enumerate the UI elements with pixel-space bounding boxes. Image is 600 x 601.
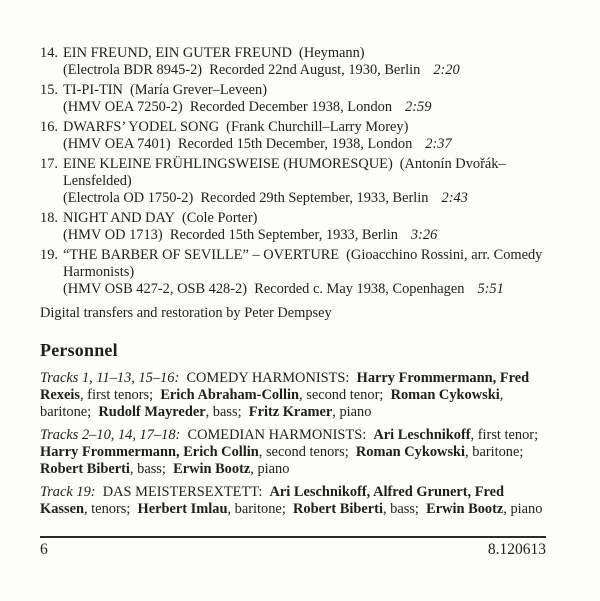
personnel-paragraph-comedy-harmonists: [40, 370, 546, 421]
track-list: [40, 45, 546, 298]
track-duration: 3:26: [410, 227, 438, 243]
track-title: DWARFS’ YODEL SONG: [63, 119, 220, 135]
member-role: , baritone;: [227, 501, 294, 517]
personnel-group-name: COMEDY HARMONISTS:: [179, 370, 357, 386]
track-title: NIGHT AND DAY: [63, 210, 175, 226]
track-number: 18.: [40, 210, 58, 226]
track-title: “THE BARBER OF SEVILLE” – OVERTURE: [63, 247, 340, 263]
member-role: , bass;: [382, 501, 427, 517]
member-role: , piano: [332, 404, 372, 420]
personnel-heading: Personnel: [40, 340, 118, 360]
track-duration: 5:51: [477, 281, 504, 297]
page-footer: [40, 536, 546, 558]
member-role: , second tenors;: [258, 444, 356, 460]
track-recording-detail: (Electrola BDR 8945-2) Recorded 22nd August, 1930, Berlin: [63, 62, 421, 78]
personnel-tracks-ref: Tracks 2–10, 14, 17–18:: [40, 427, 181, 443]
personnel-paragraph-meistersextett: [40, 484, 546, 518]
member-name: Harry Frommermann, Erich Collin: [40, 444, 259, 460]
track-item-14: [40, 45, 546, 79]
track-recording-detail: (HMV OEA 7250-2) Recorded December 1938, London: [63, 99, 393, 115]
member-name: Harry Frommermann, Fred Rexeis: [40, 370, 533, 403]
track-item-15: [40, 82, 546, 116]
transfer-credit: Digital transfers and restoration by Peter Dempsey: [40, 305, 332, 321]
track-title: TI-PI-TIN: [63, 82, 123, 98]
track-recording-detail: (HMV OD 1713) Recorded 15th September, 1933, Berlin: [63, 227, 398, 243]
track-recording-detail: (HMV OEA 7401) Recorded 15th December, 1938, London: [63, 136, 413, 152]
personnel-tracks-ref: Tracks 1, 11–13, 15–16:: [40, 370, 180, 386]
personnel-paragraph-comedian-harmonists: [40, 427, 546, 478]
track-composer: (Frank Churchill–Larry Morey): [226, 119, 409, 135]
track-recording-detail: (HMV OSB 427-2, OSB 428-2) Recorded c. May 1938, Copenhagen: [63, 281, 465, 297]
member-role: , piano: [250, 461, 290, 477]
track-composer: (María Grever–Leveen): [129, 82, 267, 98]
personnel-group-name: DAS MEISTERSEXTETT:: [95, 484, 270, 500]
track-duration: 2:43: [441, 190, 468, 206]
member-role: , first tenor;: [470, 427, 546, 443]
member-name: Ari Leschnikoff, Alfred Grunert, Fred Kassen: [40, 484, 508, 517]
track-item-19: [40, 247, 546, 298]
member-name: Fritz Kramer: [248, 404, 333, 420]
member-name: Roman Cykowski: [390, 387, 500, 403]
track-number: 19.: [40, 247, 58, 263]
track-number: 16.: [40, 119, 58, 135]
track-title: EINE KLEINE FRÜHLINGSWEISE (HUMORESQUE): [63, 156, 393, 172]
track-item-16: [40, 119, 546, 153]
member-role: , tenors;: [83, 501, 138, 517]
member-role: , bass;: [205, 404, 249, 420]
member-role: , piano: [503, 501, 543, 517]
track-number: 17.: [40, 156, 58, 172]
footer-rule: [40, 536, 546, 538]
member-role: , second tenor;: [299, 387, 391, 403]
personnel-group-name: COMEDIAN HARMONISTS:: [180, 427, 374, 443]
member-name: Robert Biberti: [293, 501, 383, 517]
track-duration: 2:20: [433, 62, 460, 78]
track-composer: (Heymann): [299, 45, 365, 61]
member-name: Erwin Bootz: [426, 501, 504, 517]
member-name: Ari Leschnikoff: [373, 427, 471, 443]
track-title: EIN FREUND, EIN GUTER FREUND: [63, 45, 293, 61]
member-name: Erwin Bootz: [173, 461, 251, 477]
track-number: 14.: [40, 45, 58, 61]
member-role: , bass;: [129, 461, 174, 477]
track-number: 15.: [40, 82, 58, 98]
member-name: Rudolf Mayreder: [98, 404, 206, 420]
track-duration: 2:37: [425, 136, 452, 152]
track-recording-detail: (Electrola OD 1750-2) Recorded 29th September, 1933, Berlin: [63, 190, 429, 206]
member-role: , first tenors;: [79, 387, 161, 403]
track-item-17: [40, 156, 546, 207]
personnel-tracks-ref: Track 19:: [40, 484, 96, 500]
member-name: Herbert Imlau: [137, 501, 228, 517]
member-name: Robert Biberti: [40, 461, 130, 477]
track-composer: (Antonín Dvořák–Lensfelded): [63, 156, 506, 189]
member-role: , baritone;: [465, 444, 531, 460]
track-composer: (Gioacchino Rossini, arr. Comedy Harmonists): [63, 247, 546, 280]
member-name: Erich Abraham-Collin: [160, 387, 300, 403]
member-name: Roman Cykowski: [355, 444, 466, 460]
page-number: 6: [40, 541, 48, 558]
catalog-number: 8.120613: [487, 541, 546, 558]
track-item-18: [40, 210, 546, 244]
track-composer: (Cole Porter): [181, 210, 258, 226]
track-duration: 2:59: [405, 99, 432, 115]
member-role: , baritone;: [40, 387, 507, 420]
